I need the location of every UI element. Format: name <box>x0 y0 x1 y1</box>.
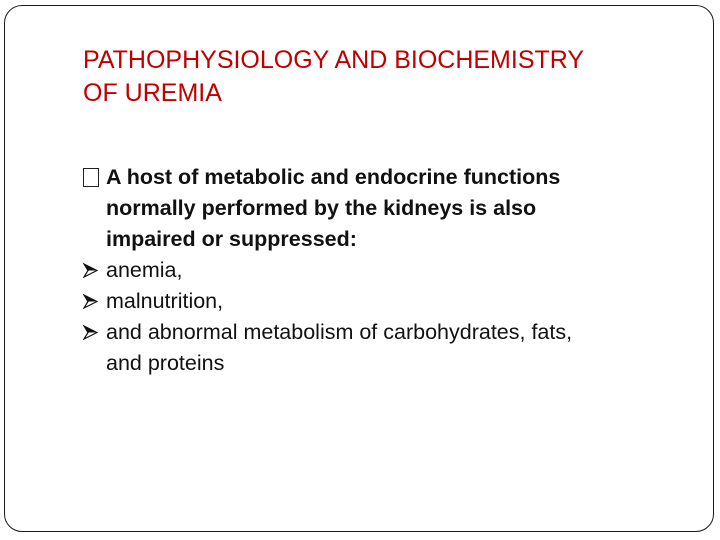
sub-bullet-abnormal-metabolism <box>83 317 703 379</box>
title-line-2: OF UREMIA <box>83 79 222 107</box>
slide-title <box>83 44 683 110</box>
slide-body <box>83 162 703 379</box>
main-bullet-line-1: A host of metabolic and endocrine functions <box>106 165 561 189</box>
sub-bullet-list <box>83 255 703 379</box>
arrowhead-bullet-icon <box>83 263 98 278</box>
sub-bullet-line: anemia, <box>106 258 183 282</box>
sub-bullet-anemia <box>83 255 703 286</box>
sub-bullet-malnutrition <box>83 286 703 317</box>
sub-bullet-line: malnutrition, <box>106 289 224 313</box>
main-bullet-line-2: normally performed by the kidneys is also <box>106 196 537 220</box>
main-bullet-line-3: impaired or suppressed: <box>106 227 357 251</box>
main-bullet <box>83 162 703 255</box>
arrowhead-bullet-icon <box>83 325 98 340</box>
title-line-1: PATHOPHYSIOLOGY AND BIOCHEMISTRY <box>83 46 585 74</box>
square-box-icon <box>83 168 99 187</box>
slide-frame <box>4 5 714 532</box>
sub-bullet-line-1: and abnormal metabolism of carbohydrates, fats, <box>106 320 573 344</box>
arrowhead-bullet-icon <box>83 294 98 309</box>
sub-bullet-line-2: and proteins <box>106 351 225 375</box>
